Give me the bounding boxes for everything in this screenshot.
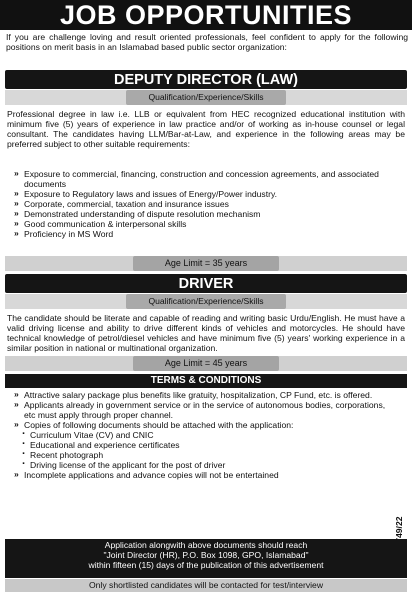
qualification-label: Qualification/Experience/Skills <box>126 294 285 309</box>
list-item: · Driving license of the applicant for the post of driver <box>14 460 388 470</box>
apply-line: within fifteen (15) days of the publication of this advertisement <box>88 560 324 571</box>
qualification-bar <box>5 294 407 309</box>
list-item: » Applicants already in government service or in the service of autonomous bodies, corporations, etc must apply through proper channel. <box>14 400 388 420</box>
list-item: » Copies of following documents should be attached with the application: <box>14 420 388 430</box>
list-item: · Educational and experience certificates <box>14 440 388 450</box>
position-title-deputy-director: DEPUTY DIRECTOR (LAW) <box>5 70 407 89</box>
age-limit-deputy-director: Age Limit = 35 years <box>133 256 279 271</box>
terms-list <box>14 390 388 480</box>
age-limit-bar <box>5 256 407 271</box>
qualification-label: Qualification/Experience/Skills <box>126 90 285 105</box>
intro-text: If you are challenge loving and result oriented professionals, feel confident to apply for the following positions on merit basis in an Islamabad based public sector organization: <box>6 32 408 52</box>
list-item: · Curriculum Vitae (CV) and CNIC <box>14 430 388 440</box>
deputy-director-requirements <box>14 169 402 239</box>
shortlist-note: Only shortlisted candidates will be contacted for test/interview <box>5 579 407 592</box>
qualification-bar <box>5 90 407 105</box>
terms-title: TERMS & CONDITIONS <box>5 374 407 388</box>
age-limit-bar <box>5 356 407 371</box>
list-item: » Exposure to commercial, financing, construction and concession agreements, and associated documents <box>14 169 402 189</box>
list-item: » Corporate, commercial, taxation and insurance issues <box>14 199 402 209</box>
list-item: » Incomplete applications and advance copies will not be entertained <box>14 470 388 480</box>
list-item: » Good communication & interpersonal skills <box>14 219 402 229</box>
page-title: JOB OPPORTUNITIES <box>0 0 412 30</box>
apply-line: Application alongwith above documents should reach <box>104 539 308 550</box>
age-limit-driver: Age Limit = 45 years <box>133 356 279 371</box>
list-item: » Attractive salary package plus benefits like gratuity, hospitalization, CP Fund, etc. is offered. <box>14 390 388 400</box>
deputy-director-description: Professional degree in law i.e. LLB or equivalent from HEC recognized educational institution with minimum five (5) years of experience in law practice and/or of working as in-house counsel or legal consultant. The candidates having LLM/Bar-at-Law, and experience in the following areas may be preferred subject to other suitable requirements: <box>7 109 405 150</box>
position-title-driver: DRIVER <box>5 274 407 293</box>
list-item: » Proficiency in MS Word <box>14 229 402 239</box>
list-item: » Demonstrated understanding of dispute resolution mechanism <box>14 209 402 219</box>
apply-address: "Joint Director (HR), P.O. Box 1098, GPO, Islamabad" <box>103 549 309 560</box>
list-item: » Exposure to Regulatory laws and issues of Energy/Power industry. <box>14 189 402 199</box>
driver-description: The candidate should be literate and capable of reading and writing basic Urdu/English. He must have a valid driving license and ability to drive different kinds of vehicles and motorcycles. He should have technical knowledge of petrol/diesel vehicles and have minimum five (5) years' working experience in a similar position in national or multinational organization. <box>7 313 405 354</box>
list-item: · Recent photograph <box>14 450 388 460</box>
application-address-box <box>5 539 407 578</box>
